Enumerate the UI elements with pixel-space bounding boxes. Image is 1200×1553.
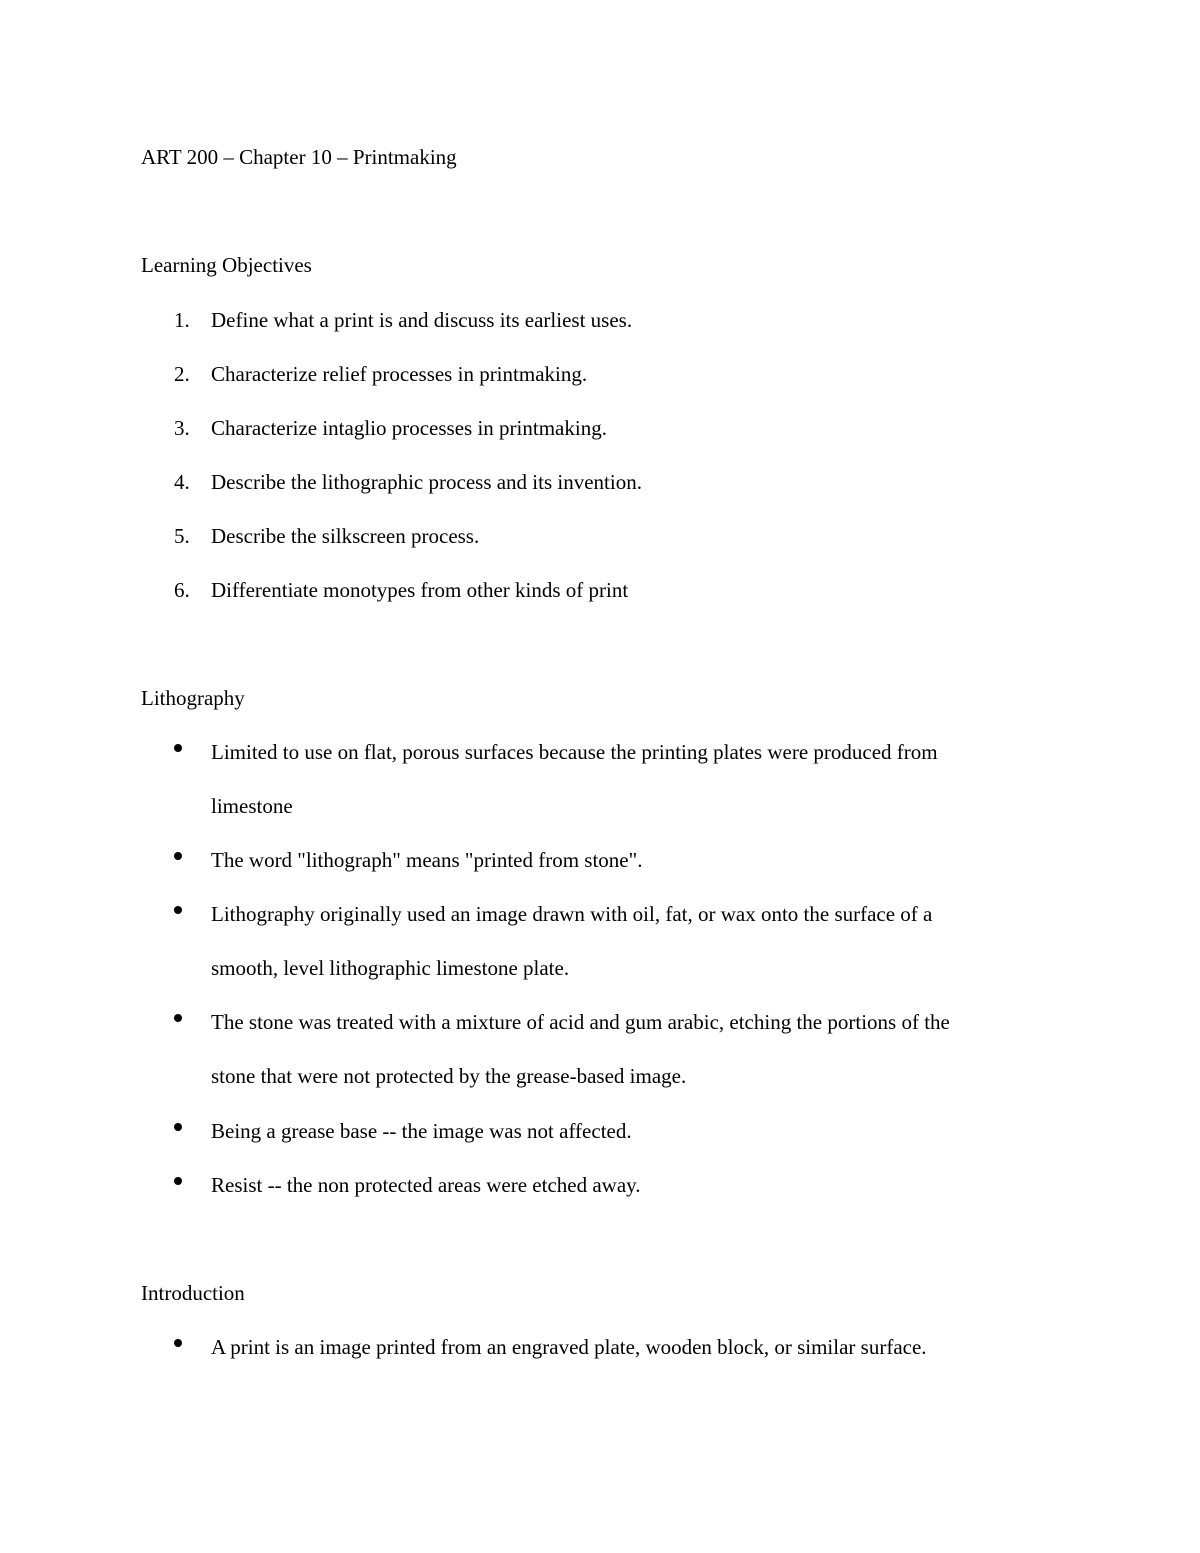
list-number: 6. [174, 578, 190, 602]
bullet-icon [174, 1177, 182, 1185]
bullet-icon [174, 744, 182, 752]
list-item: Describe the lithographic process and its invention. [211, 470, 642, 494]
bullet-icon [174, 906, 182, 914]
list-item: Resist -- the non protected areas were etched away. [211, 1173, 641, 1197]
list-item: Limited to use on flat, porous surfaces because the printing plates were produced from [211, 740, 938, 764]
list-item: Characterize relief processes in printmaking. [211, 362, 588, 386]
list-item: Define what a print is and discuss its earliest uses. [211, 308, 633, 332]
list-item: The stone was treated with a mixture of acid and gum arabic, etching the portions of the [211, 1010, 950, 1034]
list-item: Describe the silkscreen process. [211, 524, 480, 548]
list-item: The word "lithograph" means "printed from stone". [211, 848, 643, 872]
lithography-heading: Lithography [141, 686, 245, 710]
list-item: Being a grease base -- the image was not affected. [211, 1119, 632, 1143]
list-number: 1. [174, 308, 190, 332]
list-item: Characterize intaglio processes in printmaking. [211, 416, 607, 440]
list-number: 5. [174, 524, 190, 548]
bullet-icon [174, 852, 182, 860]
objectives-heading: Learning Objectives [141, 253, 312, 277]
list-item: Lithography originally used an image drawn with oil, fat, or wax onto the surface of a [211, 902, 933, 926]
list-item: Differentiate monotypes from other kinds of print [211, 578, 629, 602]
list-number: 3. [174, 416, 190, 440]
bullet-icon [174, 1123, 182, 1131]
bullet-icon [174, 1339, 182, 1347]
bullet-icon [174, 1014, 182, 1022]
list-item-continuation: stone that were not protected by the grease-based image. [211, 1064, 687, 1088]
list-item-continuation: limestone [211, 794, 293, 818]
list-item-continuation: smooth, level lithographic limestone plate. [211, 956, 570, 980]
introduction-heading: Introduction [141, 1281, 245, 1305]
list-number: 4. [174, 470, 190, 494]
list-item: A print is an image printed from an engraved plate, wooden block, or similar surface. [211, 1335, 927, 1359]
document-title: ART 200 – Chapter 10 – Printmaking [141, 145, 457, 169]
list-number: 2. [174, 362, 190, 386]
